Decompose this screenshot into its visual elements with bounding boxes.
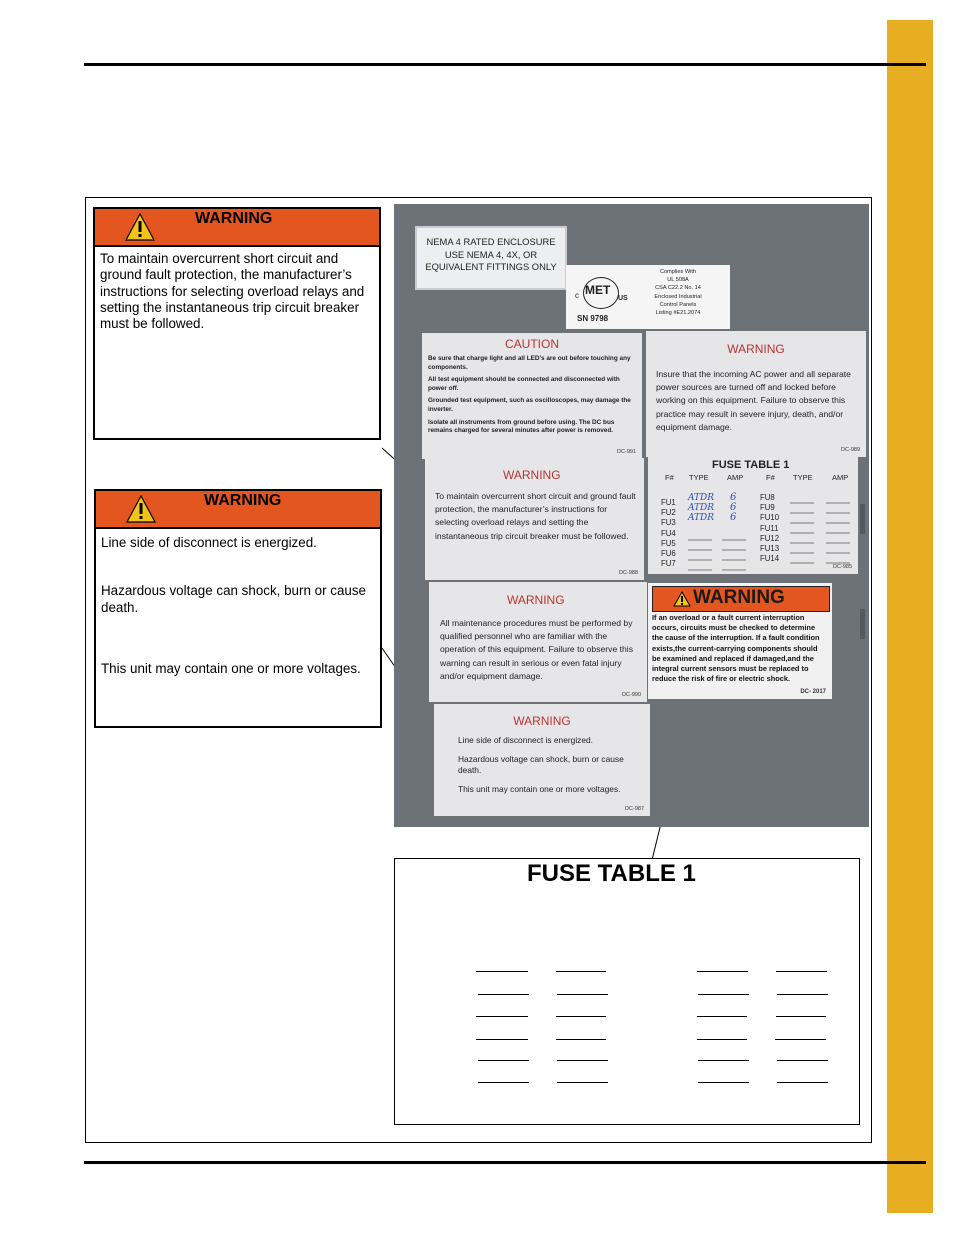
- fuse-id: FU4: [661, 528, 676, 538]
- sticker-code: DC-988: [619, 570, 638, 576]
- fuse-header: F#: [766, 473, 775, 482]
- sticker-text: Insure that the incoming AC power and all separate power sources are turned off and locked before working on this equipment. Failure to observe this practice may result in severe injury, death, and/or equipment damage.: [656, 369, 851, 432]
- met-logo-text: MET: [585, 283, 611, 297]
- fuse-id: FU1: [661, 498, 676, 507]
- warning-line-2: Hazardous voltage can shock, burn or cause death.: [101, 583, 366, 615]
- met-us: US: [618, 295, 628, 302]
- sticker-code: DC- 2017: [800, 689, 826, 695]
- blank-line: [775, 1039, 826, 1040]
- fuse-table-title: FUSE TABLE 1: [527, 860, 696, 887]
- blank-line: [697, 1016, 747, 1017]
- warning-overload-sticker: [648, 583, 832, 699]
- warning-line-1: Line side of disconnect is energized.: [101, 535, 317, 550]
- warning-overcurrent-sticker: [425, 458, 644, 580]
- fuse-sticker-blanks: [648, 457, 858, 574]
- warning-title: WARNING: [204, 492, 282, 509]
- blank-line: [478, 994, 529, 995]
- blank-line: [557, 1082, 608, 1083]
- met-line: Control Panels: [659, 301, 697, 308]
- warning-ac-sticker: [646, 331, 866, 457]
- caution-sticker: [422, 333, 642, 459]
- warning-text: To maintain overcurrent short circuit and ground fault protection, the manufacturer’s instructions for selecting overload relays and setting the instantaneous trip circuit breaker must be followed.: [100, 251, 365, 332]
- fuse-id: FU12: [760, 533, 780, 543]
- met-line: Listing #E21.2074: [655, 310, 701, 317]
- blank-line: [556, 1016, 606, 1017]
- blank-line: [557, 994, 608, 995]
- met-line: Complies With: [659, 269, 697, 275]
- caution-line: Be sure that charge light and all LED’s are out before touching any components.: [428, 355, 631, 371]
- met-label: [566, 265, 730, 329]
- blank-line: [697, 1039, 747, 1040]
- blank-line: [777, 1060, 828, 1061]
- nema-line-3: EQUIVALENT FITTINGS ONLY: [425, 261, 557, 272]
- sticker-title: WARNING: [693, 587, 785, 608]
- blank-line: [698, 994, 749, 995]
- sticker-code: DC-990: [622, 692, 641, 698]
- handwritten-amp: 6: [730, 512, 737, 524]
- nema-line-2: USE NEMA 4, 4X, OR: [444, 248, 538, 260]
- fuse-table-sticker: [648, 457, 858, 574]
- sticker-line: Hazardous voltage can shock, burn or cause death.: [458, 754, 624, 775]
- sticker-text: To maintain overcurrent short circuit and ground fault protection, the manufacturer’s instructions for selecting overload relays and setting the instantaneous trip circuit breaker must be followed.: [435, 491, 636, 541]
- fuse-id: FU2: [661, 508, 676, 518]
- blank-line: [776, 1016, 826, 1017]
- met-c: c: [575, 291, 579, 300]
- blank-line: [777, 994, 828, 995]
- fuse-id: FU10: [760, 513, 780, 523]
- handwritten-type: ATDR: [688, 513, 715, 524]
- caution-line: Grounded test equipment, such as oscilloscopes, may damage the inverter.: [428, 397, 631, 413]
- blank-line: [476, 1039, 528, 1040]
- handwritten-type: ATDR: [688, 493, 715, 503]
- fuse-header: TYPE: [689, 473, 709, 482]
- met-line: Enclosed Industrial: [654, 293, 702, 300]
- sticker-code: DC-985: [833, 564, 852, 570]
- sticker-code: DC-989: [841, 447, 860, 453]
- sticker-text: All maintenance procedures must be performed by qualified personnel who are familiar with the operation of this equipment. Failure to observe this warning can result in serious or even fatal injury and/or equipment damage.: [440, 618, 633, 681]
- warning-line-3: This unit may contain one or more voltages.: [101, 660, 361, 676]
- panel-hinge: [860, 609, 865, 639]
- fuse-id: FU7: [661, 559, 676, 569]
- met-line: CSA C22.2 No. 14: [655, 285, 701, 292]
- sticker-title: WARNING: [513, 714, 571, 728]
- sticker-title: WARNING: [507, 593, 565, 607]
- caution-title: CAUTION: [505, 337, 559, 351]
- fuse-id: FU13: [760, 544, 780, 554]
- handwritten-type: ATDR: [688, 503, 715, 514]
- fuse-id: FU9: [760, 503, 775, 513]
- sticker-code: DC-991: [617, 449, 636, 455]
- warning-line-sticker: [434, 704, 650, 816]
- fuse-id: FU14: [760, 554, 780, 564]
- met-line: UL 508A: [667, 277, 689, 284]
- blank-line: [556, 1039, 606, 1040]
- sticker-code: DC-987: [625, 806, 644, 812]
- handwritten-amp: 6: [730, 492, 737, 503]
- blank-line: [777, 1082, 828, 1083]
- handwritten-amp: 6: [730, 502, 737, 514]
- blank-line: [476, 1016, 528, 1017]
- fuse-id: FU11: [760, 523, 779, 533]
- fuse-id: FU6: [661, 549, 676, 559]
- fuse-header: AMP: [727, 473, 744, 482]
- fuse-header: F#: [665, 473, 674, 482]
- fuse-id: FU8: [760, 493, 775, 502]
- blank-line: [557, 1060, 608, 1061]
- blank-line: [776, 971, 827, 972]
- sticker-text: If an overload or a fault current interruption occurs, circuits must be checked to determine the cause of the interruption. If a fault condition exists,the current-carrying components should be examined and replaced if damaged,and the integral current sensors must be replaced to reduce the risk of fire or electric shock.: [652, 613, 820, 684]
- fuse-sticker-title: FUSE TABLE 1: [712, 459, 790, 471]
- nema-line-1: NEMA 4 RATED ENCLOSURE: [426, 236, 556, 247]
- caution-line: All test equipment should be connected and disconnected with power off.: [428, 376, 620, 392]
- fuse-header: AMP: [832, 473, 849, 482]
- blank-line: [698, 1082, 749, 1083]
- enclosure-photo: [394, 204, 869, 827]
- blank-line: [698, 1060, 749, 1061]
- blank-line: [478, 1060, 529, 1061]
- sticker-title: WARNING: [503, 468, 561, 482]
- caution-line: Isolate all instruments from ground before using. The DC bus remains charged for several minutes after power is removed.: [428, 418, 615, 435]
- sticker-line: This unit may contain one or more voltages.: [458, 784, 621, 794]
- warning-triangle-icon: [673, 591, 691, 607]
- met-serial: SN 9798: [577, 314, 609, 323]
- blank-line: [556, 971, 606, 972]
- panel-hinge: [860, 504, 865, 534]
- blank-line: [697, 971, 748, 972]
- warning-maintenance-sticker: [429, 582, 647, 702]
- nema-label: [415, 226, 567, 290]
- blank-line: [478, 1082, 529, 1083]
- fuse-header: TYPE: [793, 473, 813, 482]
- warning-title: WARNING: [195, 210, 273, 227]
- overload-warning-header: [652, 586, 830, 612]
- blank-line: [476, 971, 528, 972]
- fuse-id: FU5: [661, 538, 676, 548]
- fuse-id: FU3: [661, 518, 676, 528]
- fuse-table-enlarged: [394, 858, 860, 1125]
- sticker-line: Line side of disconnect is energized.: [458, 735, 594, 745]
- sticker-title: WARNING: [727, 342, 785, 356]
